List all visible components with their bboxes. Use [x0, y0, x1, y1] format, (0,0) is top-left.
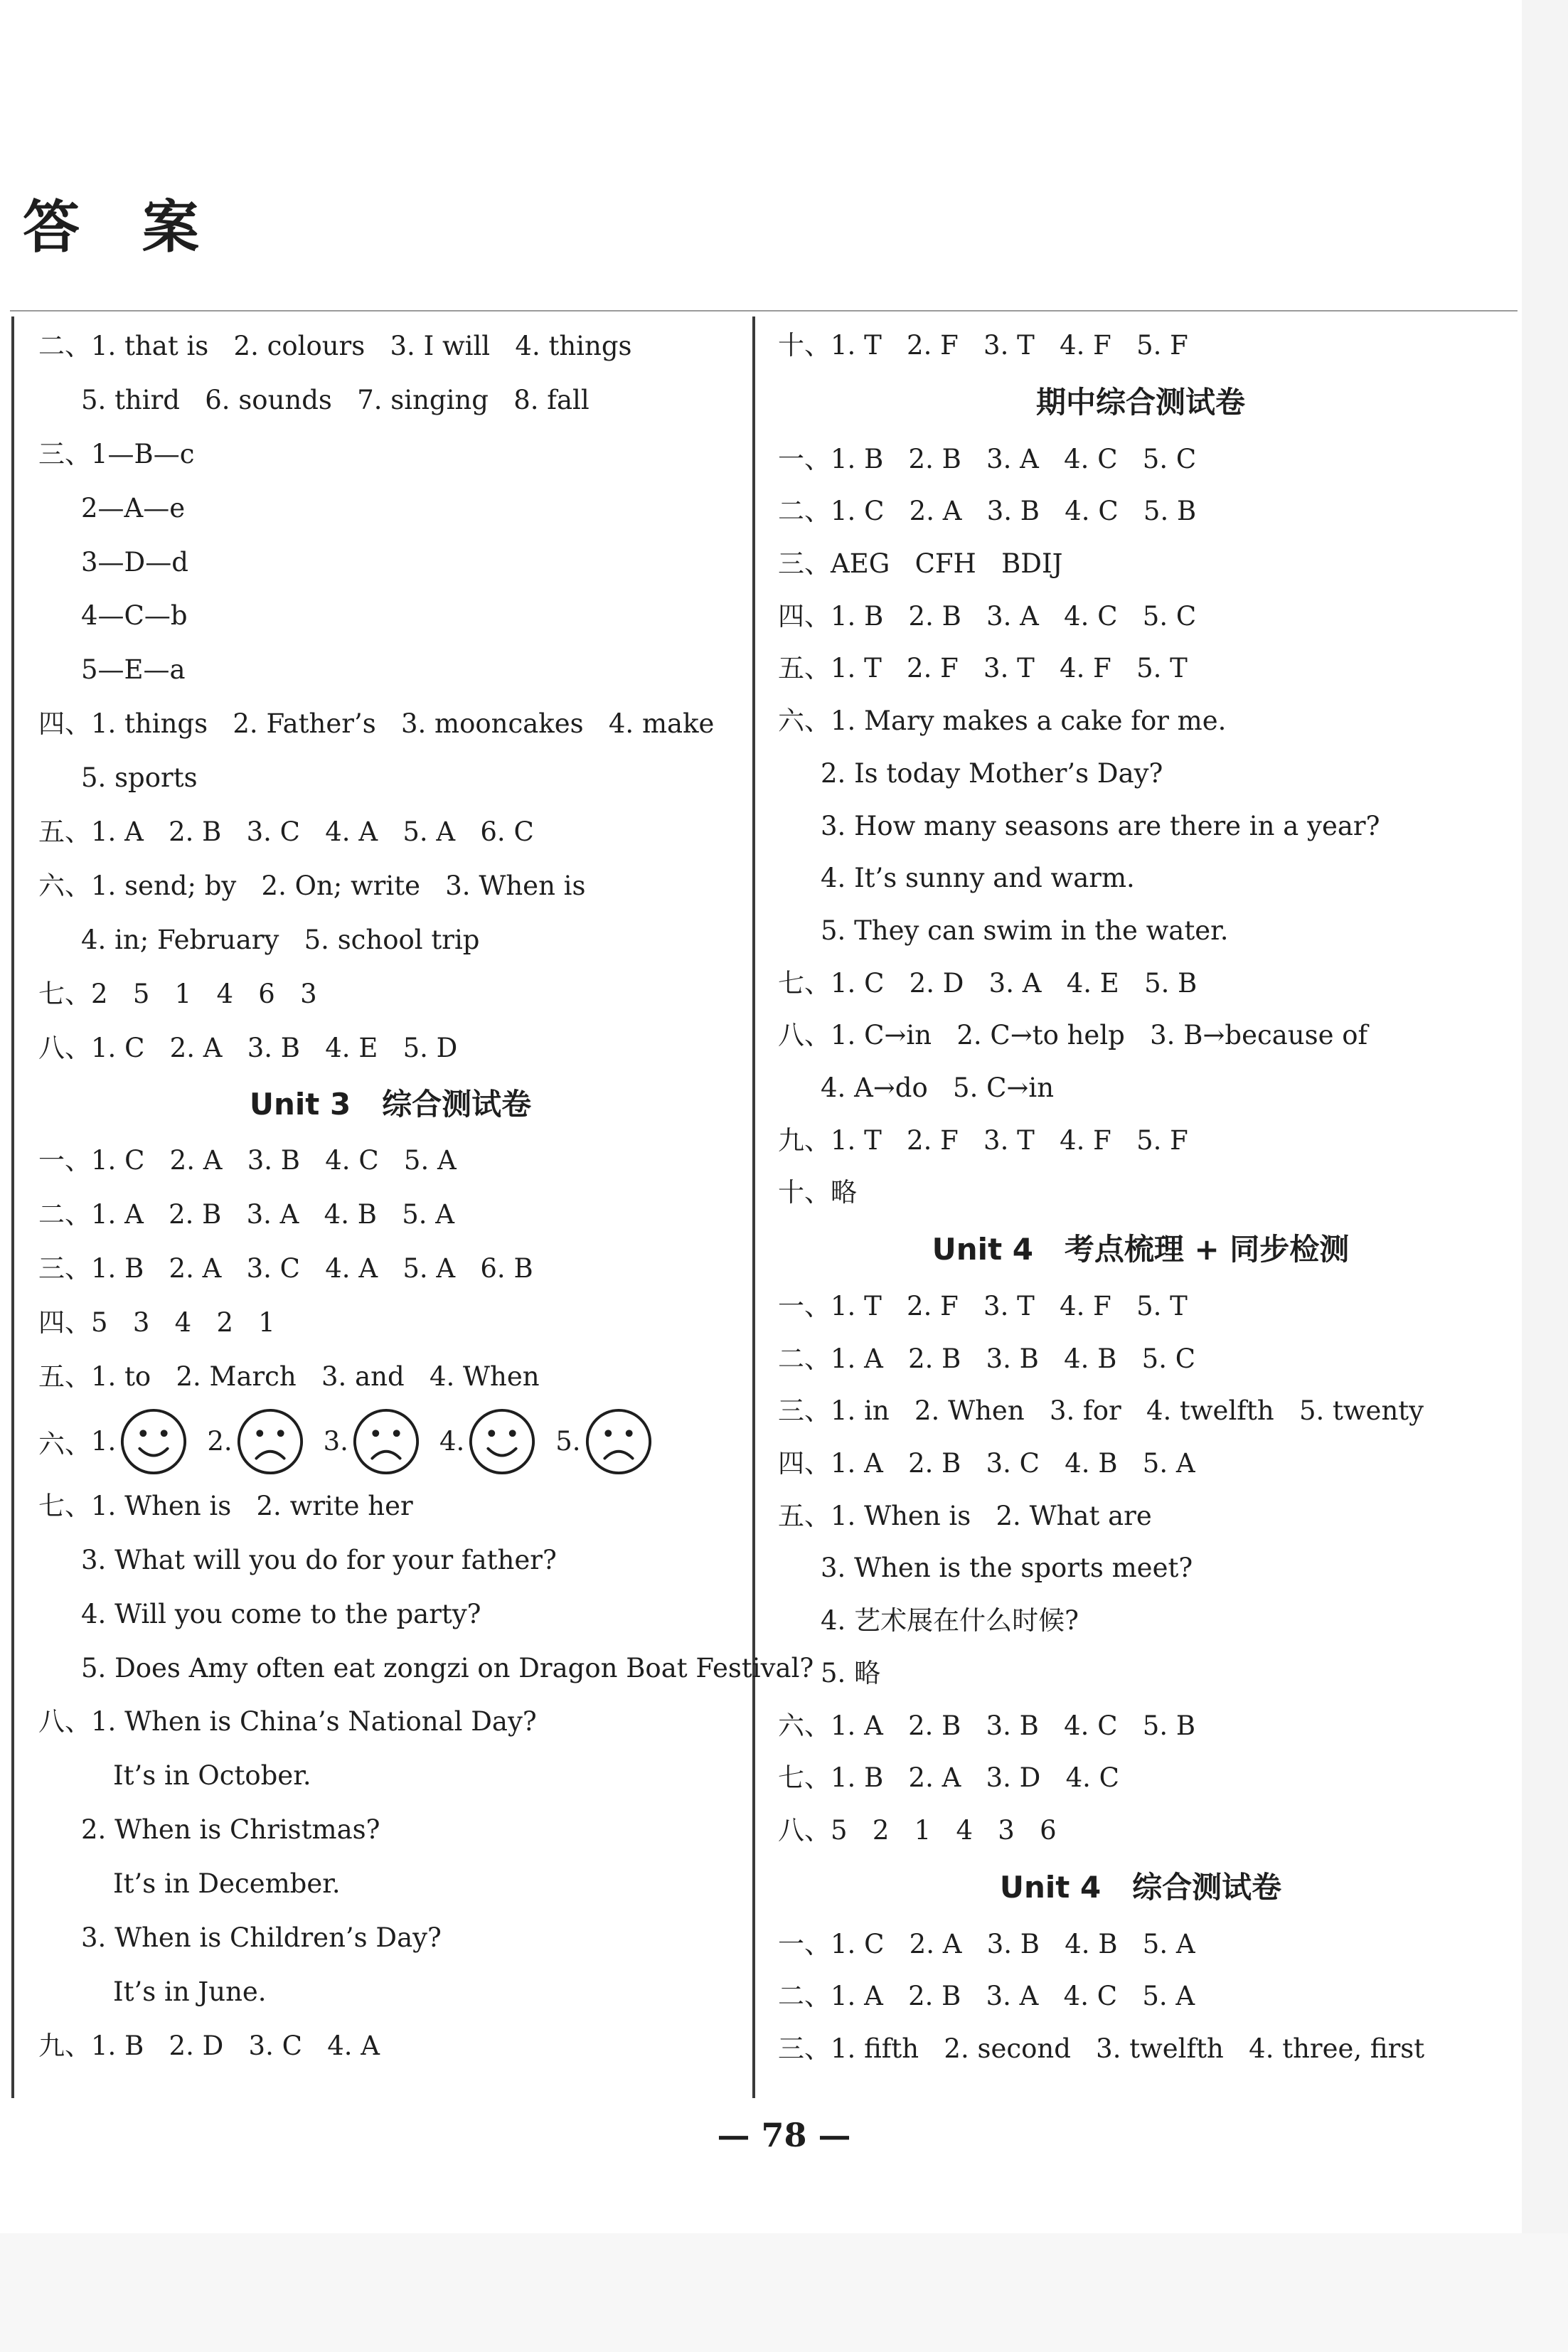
answer-line: 三、1. in 2. When 3. for 4. twelfth 5. twenty: [778, 1395, 1424, 1427]
face-answer: [324, 1407, 421, 1476]
answer-line: 二、1. A 2. B 3. A 4. B 5. A: [38, 1199, 454, 1230]
face-answer-label: 3.: [323, 1426, 348, 1457]
header-rule: [10, 310, 1518, 312]
frowning-face-icon: [235, 1407, 305, 1476]
smiling-face-icon: [467, 1407, 537, 1476]
section-heading: Unit 4 考点梳理 + 同步检测: [932, 1232, 1350, 1267]
answer-line: 八、1. When is China’s National Day?: [38, 1706, 537, 1738]
answer-line: 2. When is Christmas?: [81, 1814, 380, 1846]
frowning-face-icon: [351, 1407, 421, 1476]
answer-line: 四、1. things 2. Father’s 3. mooncakes 4. make: [38, 708, 715, 740]
answer-line: 3. How many seasons are there in a year?: [821, 810, 1380, 841]
answer-line: 九、1. T 2. F 3. T 4. F 5. F: [778, 1124, 1188, 1156]
answer-line: 5. They can swim in the water.: [821, 915, 1229, 946]
answer-line: 六、1. Mary makes a cake for me.: [778, 706, 1227, 737]
right-answer-column: [778, 319, 1503, 2075]
section-heading: 期中综合测试卷: [1035, 384, 1245, 420]
answer-line: 八、1. C→in 2. C→to help 3. B→because of: [778, 1020, 1368, 1051]
answer-line: 五、1. T 2. F 3. T 4. F 5. T: [778, 653, 1188, 684]
answer-line: 4. Will you come to the party?: [81, 1598, 481, 1629]
left-answer-column: [38, 319, 814, 2073]
bottom-margin-shade: [0, 2233, 1568, 2352]
answer-line: 4—C—b: [81, 600, 188, 632]
answer-line: 2—A—e: [81, 492, 186, 523]
answer-line: 4. in; February 5. school trip: [81, 924, 480, 955]
left-margin-line: [11, 316, 14, 2098]
answer-line: 四、5 3 4 2 1: [38, 1307, 275, 1339]
face-answer: [439, 1407, 537, 1476]
answer-line: 一、1. C 2. A 3. B 4. B 5. A: [778, 1928, 1195, 1959]
answer-line: 五、1. When is 2. What are: [778, 1500, 1152, 1531]
answer-line: 六、1. send; by 2. On; write 3. When is: [38, 870, 586, 901]
smiling-face-icon: [119, 1407, 188, 1476]
question-number: 六、: [38, 1428, 91, 1459]
answer-line: 七、1. C 2. D 3. A 4. E 5. B: [778, 967, 1198, 999]
face-answer-label: 2.: [207, 1426, 233, 1457]
answer-line: 五、1. to 2. March 3. and 4. When: [38, 1361, 540, 1393]
answer-line: 二、1. A 2. B 3. B 4. B 5. C: [778, 1343, 1196, 1374]
answer-line: 十、略: [778, 1177, 857, 1208]
answer-line: 一、1. B 2. B 3. A 4. C 5. C: [778, 443, 1197, 474]
answer-line: 一、1. C 2. A 3. B 4. C 5. A: [38, 1145, 457, 1176]
answer-line: It’s in December.: [113, 1868, 341, 1900]
answer-line: 八、5 2 1 4 3 6: [778, 1814, 1057, 1846]
face-answer-label: 4.: [439, 1426, 465, 1457]
answer-line: 4. It’s sunny and warm.: [821, 863, 1135, 894]
scan-edge-shade: [1522, 0, 1568, 2352]
face-answer: [207, 1407, 304, 1476]
answer-line: 二、1. C 2. A 3. B 4. C 5. B: [778, 496, 1197, 527]
answer-line: 五、1. A 2. B 3. C 4. A 5. A 6. C: [38, 816, 534, 848]
answer-line: 5. 略: [821, 1657, 881, 1688]
answer-line: 七、1. B 2. A 3. D 4. C: [778, 1762, 1119, 1794]
answer-line: 九、1. B 2. D 3. C 4. A: [38, 2030, 380, 2061]
answer-line: 十、1. T 2. F 3. T 4. F 5. F: [778, 330, 1188, 361]
answer-line: 七、1. When is 2. write her: [38, 1490, 413, 1521]
answer-line: 3. When is the sports meet?: [821, 1553, 1193, 1584]
page-number: — 78 —: [717, 2116, 851, 2154]
face-answer: [555, 1407, 653, 1476]
answer-line: 三、1. fifth 2. second 3. twelfth 4. three, first: [778, 2033, 1425, 2064]
answer-line: 四、1. A 2. B 3. C 4. B 5. A: [778, 1448, 1195, 1479]
frowning-face-icon: [584, 1407, 654, 1476]
answer-line: It’s in June.: [113, 1976, 267, 2007]
answer-line: 3—D—d: [81, 546, 188, 578]
answer-line: 一、1. T 2. F 3. T 4. F 5. T: [778, 1291, 1188, 1321]
answer-line: 5. third 6. sounds 7. singing 8. fall: [81, 384, 590, 415]
answer-line: 三、1. B 2. A 3. C 4. A 5. A 6. B: [38, 1253, 533, 1284]
answer-line: 2. Is today Mother’s Day?: [821, 757, 1163, 789]
section-heading: Unit 3 综合测试卷: [249, 1087, 532, 1122]
answer-line: 七、2 5 1 4 6 3: [38, 978, 317, 1009]
face-answer: [91, 1407, 188, 1476]
section-heading: Unit 4 综合测试卷: [999, 1869, 1282, 1905]
answer-line: 二、1. that is 2. colours 3. I will 4. things: [38, 331, 632, 361]
answer-line: 二、1. A 2. B 3. A 4. C 5. A: [778, 1981, 1195, 2012]
face-answer-label: 5.: [555, 1426, 581, 1457]
page-title: 答 案: [23, 194, 220, 260]
answer-line: 5—E—a: [81, 654, 186, 686]
answer-line: 5. sports: [81, 762, 198, 794]
answer-line: 3. When is Children’s Day?: [81, 1922, 442, 1954]
answer-line: It’s in October.: [113, 1760, 311, 1792]
faces-answer-row: [38, 1404, 742, 1479]
answer-line: 4. 艺术展在什么时候?: [821, 1605, 1079, 1637]
column-divider: [752, 316, 755, 2098]
face-answer-label: 1.: [91, 1426, 117, 1457]
answer-line: 3. What will you do for your father?: [81, 1544, 557, 1575]
answer-line: 三、1—B—c: [38, 438, 195, 469]
answer-line: 5. Does Amy often eat zongzi on Dragon Boat Festival?: [81, 1652, 814, 1683]
answer-line: 四、1. B 2. B 3. A 4. C 5. C: [778, 600, 1197, 632]
answer-line: 三、AEG CFH BDIJ: [778, 548, 1063, 580]
answer-line: 4. A→do 5. C→in: [821, 1072, 1055, 1103]
answer-line: 八、1. C 2. A 3. B 4. E 5. D: [38, 1032, 458, 1063]
answer-line: 六、1. A 2. B 3. B 4. C 5. B: [778, 1710, 1196, 1741]
